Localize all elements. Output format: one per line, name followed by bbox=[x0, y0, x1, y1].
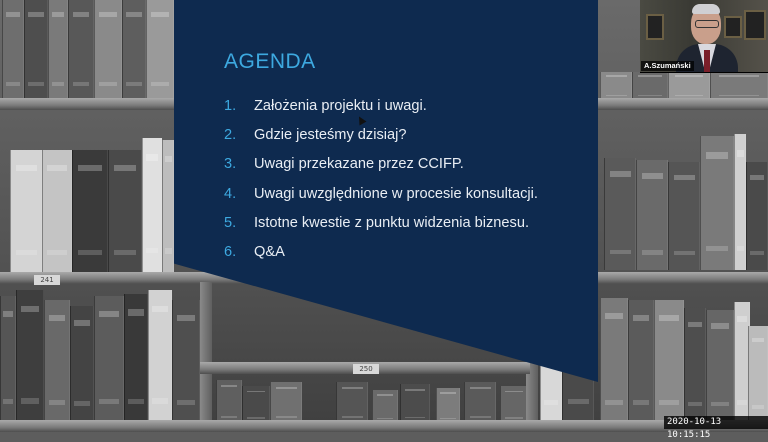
agenda-item-text: Uwagi przekazane przez CCIFP. bbox=[254, 156, 464, 173]
agenda-list bbox=[224, 98, 538, 273]
book-spine bbox=[44, 300, 70, 422]
book-spine bbox=[372, 390, 398, 424]
book-spine bbox=[668, 72, 710, 100]
book-spine bbox=[400, 384, 430, 424]
participant-tie bbox=[704, 50, 710, 72]
participant-glasses bbox=[695, 20, 719, 28]
book-spine bbox=[146, 0, 174, 100]
picture-frame bbox=[724, 16, 742, 38]
book-spine bbox=[216, 380, 242, 424]
agenda-item bbox=[224, 244, 538, 273]
agenda-item bbox=[224, 186, 538, 215]
book-spine bbox=[500, 386, 528, 424]
picture-frame bbox=[646, 14, 664, 40]
book-spine bbox=[142, 138, 162, 272]
agenda-item-number: 3. bbox=[224, 156, 237, 173]
book-spine bbox=[632, 72, 668, 100]
agenda-item bbox=[224, 98, 538, 127]
book-spine bbox=[108, 150, 142, 272]
agenda-item-text: Założenia projektu i uwagi. bbox=[254, 98, 427, 114]
book-spine bbox=[270, 382, 302, 424]
picture-frame bbox=[744, 10, 766, 40]
book-spine bbox=[10, 150, 42, 272]
book-spine bbox=[734, 134, 746, 270]
book-spine bbox=[746, 162, 768, 270]
book-spine bbox=[24, 0, 48, 100]
book-spine bbox=[436, 388, 460, 424]
book-spine bbox=[68, 0, 94, 100]
book-spine bbox=[16, 290, 44, 422]
book-spine bbox=[94, 296, 124, 422]
book-spine bbox=[464, 382, 496, 424]
shelf-board bbox=[0, 420, 768, 432]
agenda-item-number: 4. bbox=[224, 185, 237, 202]
agenda-item-text: Istotne kwestie z punktu widzenia biznesu. bbox=[254, 214, 530, 231]
book-spine bbox=[628, 300, 654, 422]
agenda-item-number: 2. bbox=[224, 127, 237, 144]
slide-title: AGENDA bbox=[224, 50, 316, 73]
book-spine bbox=[600, 72, 632, 100]
book-spine bbox=[2, 0, 24, 100]
agenda-item bbox=[224, 127, 538, 156]
recording-timestamp: 2020-10-13 10:15:15 bbox=[664, 416, 768, 429]
book-spine bbox=[668, 162, 700, 270]
agenda-item-text: Q&A bbox=[254, 243, 285, 260]
shelf-label: 241 bbox=[34, 275, 60, 285]
book-spine bbox=[48, 0, 68, 100]
agenda-item bbox=[224, 156, 538, 185]
agenda-item bbox=[224, 215, 538, 244]
book-spine bbox=[242, 386, 270, 424]
book-spine bbox=[636, 160, 668, 270]
agenda-item-number: 1. bbox=[224, 98, 237, 114]
book-spine bbox=[710, 72, 768, 100]
agenda-item-number: 5. bbox=[224, 214, 237, 231]
book-spine bbox=[748, 326, 768, 422]
book-spine bbox=[72, 150, 108, 272]
book-spine bbox=[604, 158, 636, 270]
agenda-item-text: Uwagi uwzględnione w procesie konsultacji. bbox=[254, 185, 538, 202]
book-spine bbox=[600, 298, 628, 422]
book-spine bbox=[162, 140, 174, 272]
book-spine bbox=[70, 306, 94, 422]
book-spine bbox=[654, 300, 684, 422]
book-spine bbox=[684, 308, 706, 422]
book-spine bbox=[94, 0, 122, 100]
book-spine bbox=[700, 136, 734, 270]
agenda-item-number: 6. bbox=[224, 243, 237, 260]
book-spine bbox=[124, 294, 148, 422]
book-spine bbox=[336, 382, 368, 424]
agenda-item-text: Gdzie jesteśmy dzisiaj? bbox=[254, 127, 407, 144]
book-spine bbox=[706, 310, 734, 422]
book-spine bbox=[122, 0, 146, 100]
book-spine bbox=[0, 296, 16, 422]
book-spine bbox=[172, 300, 200, 422]
shelf-label: 250 bbox=[353, 364, 379, 374]
book-spine bbox=[42, 150, 72, 272]
shelf-divider bbox=[200, 282, 212, 432]
participant-name-label: A.Szumański bbox=[641, 61, 694, 71]
book-spine bbox=[148, 290, 172, 422]
participant-hair bbox=[692, 4, 720, 14]
